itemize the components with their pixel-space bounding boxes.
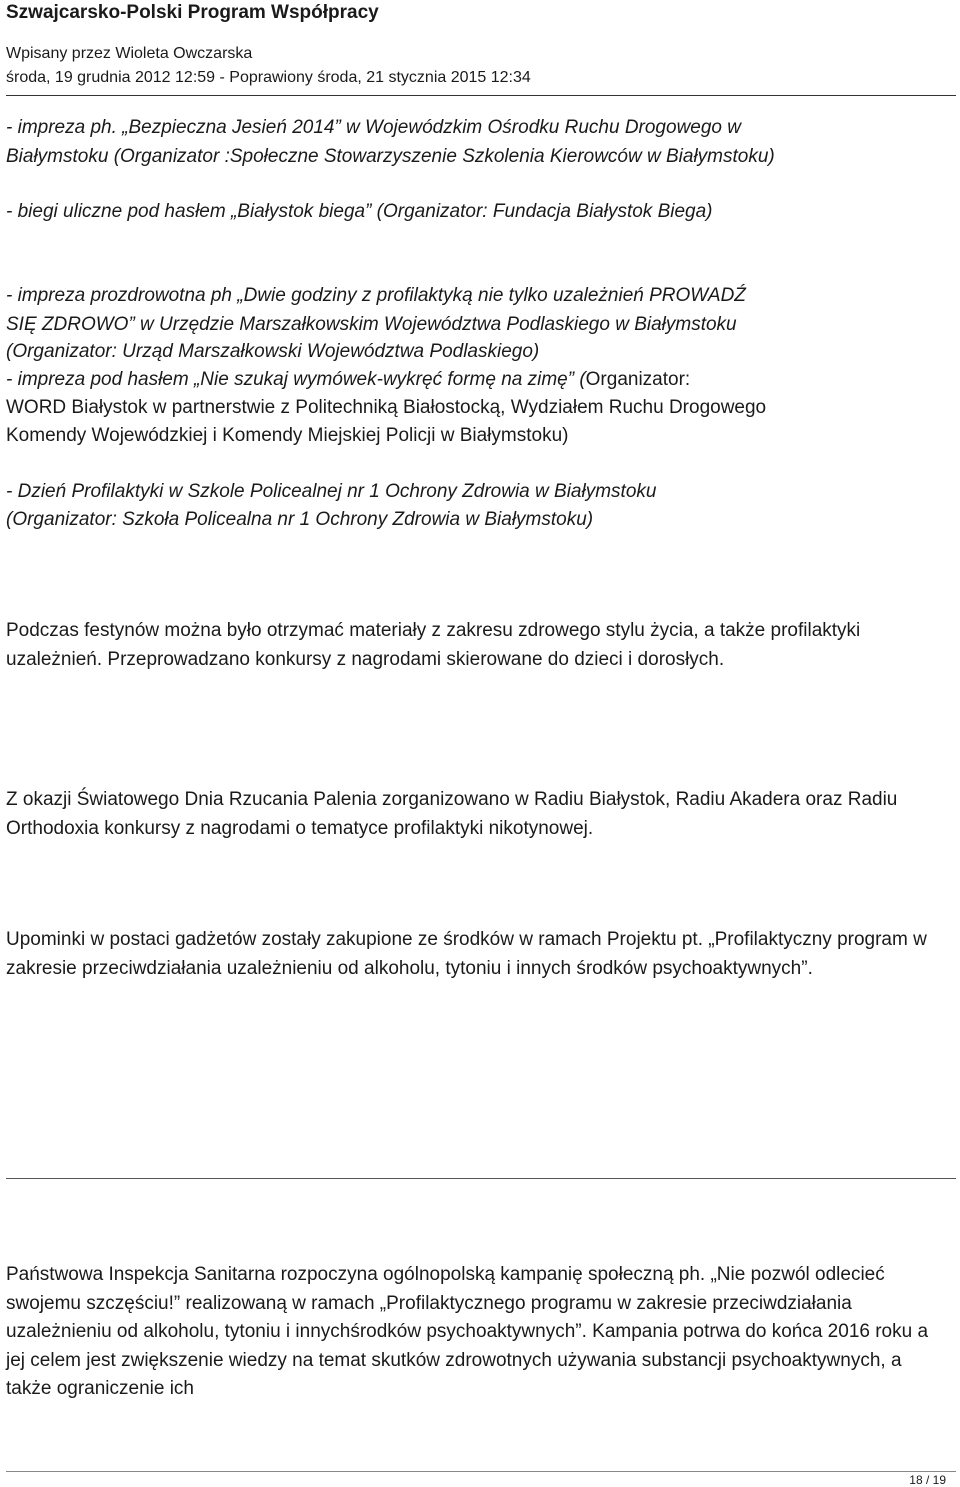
event-item-3-organizer: (Organizator: Urząd Marszałkowski Województwa Podlaskiego) — [6, 341, 540, 362]
event-item-5-line-2: (Organizator: Szkoła Policealna nr 1 Ochrony Zdrowia w Białymstoku) — [6, 509, 594, 530]
dates-line: środa, 19 grudnia 2012 12:59 - Poprawiony środa, 21 stycznia 2015 12:34 — [6, 69, 531, 86]
header-divider — [6, 95, 956, 96]
footer-divider — [6, 1471, 956, 1472]
event-item-1-line-1: - impreza ph. „Bezpieczna Jesień 2014” w Wojewódzkim Ośrodku Ruchu Drogowego w — [6, 117, 741, 138]
paragraph-festyny: Podczas festynów można było otrzymać materiały z zakresu zdrowego stylu życia, a także profilaktyki uzależnień. Przeprowadzano konkursy z nagrodami skierowane do dzieci i dorosłych. — [6, 620, 861, 670]
event-item-4-line-1 — [6, 368, 690, 392]
event-item-2: - biegi uliczne pod hasłem „Białystok biega” (Organizator: Fundacja Białystok Biega) — [6, 201, 713, 222]
event-item-1-line-2: Białymstoku (Organizator :Społeczne Stowarzyszenie Szkolenia Kierowców w Białymstoku) — [6, 146, 775, 167]
event-item-5-line-1: - Dzień Profilaktyki w Szkole Policealnej nr 1 Ochrony Zdrowia w Białymstoku — [6, 481, 657, 502]
paragraph-radio: Z okazji Światowego Dnia Rzucania Palenia zorganizowano w Radiu Białystok, Radiu Akadera oraz Radiu Orthodoxia konkursy z nagrodami o tematyce profilaktyki nikotynowej. — [6, 789, 898, 839]
event-item-4-line-2: WORD Białystok w partnerstwie z Politechniką Białostocką, Wydziałem Ruchu Drogowego — [6, 397, 767, 418]
event-item-3-line-3 — [6, 340, 539, 364]
event-item-3-line-1: - impreza prozdrowotna ph „Dwie godziny z profilaktyką nie tylko uzależnień PROWADŹ — [6, 285, 746, 306]
event-item-4-line-3: Komendy Wojewódzkiej i Komendy Miejskiej Policji w Białymstoku) — [6, 425, 569, 446]
site-title: Szwajcarsko-Polski Program Współpracy — [6, 2, 379, 23]
event-item-4-organizer-label: Organizator: — [585, 369, 691, 390]
section-divider — [6, 1178, 956, 1179]
event-item-3-line-2: SIĘ ZDROWO” w Urzędzie Marszałkowskim Województwa Podlaskiego w Białymstoku — [6, 314, 737, 335]
event-item-4-title: - impreza pod hasłem „Nie szukaj wymówek-wykręć formę na zimę” ( — [6, 369, 586, 390]
author-line: Wpisany przez Wioleta Owczarska — [6, 45, 253, 62]
paragraph-upominki: Upominki w postaci gadżetów zostały zakupione ze środków w ramach Projektu pt. „Profilaktyczny program w zakresie przeciwdziałania uzależnieniu od alkoholu, tytoniu i innych środków psychoaktywnych”. — [6, 929, 927, 979]
page-number: 18 / 19 — [909, 1473, 946, 1487]
paragraph-kampania: Państwowa Inspekcja Sanitarna rozpoczyna ogólnopolską kampanię społeczną ph. „Nie pozwól odlecieć swojemu szczęściu!” realizowaną w ramach „Profilaktycznego programu w zakresie przeciwdziałania uzależnieniu od alkoholu, tytoniu i innychśrodków psychoaktywnych”. Kampania potrwa do końca 2016 roku a jej celem jest zwiększenie wiedzy na temat skutków zdrowotnych używania substancji psychoaktywnych, a także ograniczenie ich — [6, 1264, 929, 1399]
